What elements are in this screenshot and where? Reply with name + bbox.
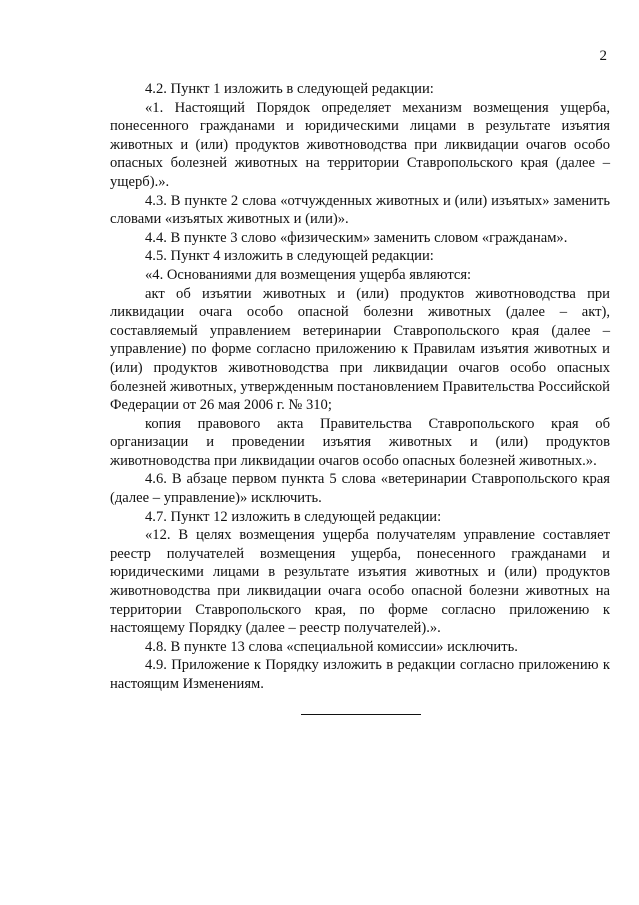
paragraph-4-7: 4.7. Пункт 12 изложить в следующей редакции:: [145, 508, 442, 525]
paragraph-copy: копия правового акта Правительства Ставропольского края об организации и проведении изъятия животных и (или) продуктов животноводства при ликвидации очагов особо опасных болезней животных.».: [110, 415, 610, 469]
paragraph-quote-4: «4. Основаниями для возмещения ущерба являются:: [145, 266, 472, 283]
document-body: [110, 80, 610, 694]
paragraph-quote-12: «12. В целях возмещения ущерба получателям управление составляет реестр получателей возмещения ущерба, понесенного гражданами и юридическими лицами в результате изъятия животных и (или) продуктов животноводства при ликвидации очага особо опасной болезни животных на территории Ставропольского края, по форме согласно приложению к настоящему Порядку (далее – реестр получателей).».: [110, 527, 610, 637]
paragraph-4-9: 4.9. Приложение к Порядку изложить в редакции согласно приложению к настоящим Изменениям.: [110, 657, 610, 692]
page-number: 2: [599, 48, 607, 64]
paragraph-quote-1: «1. Настоящий Порядок определяет механизм возмещения ущерба, понесенного гражданами и юридическими лицами в результате изъятия животных и (или) продуктов животноводства при ликвидации очагов особо опасных болезней животных на территории Ставропольского края (далее – ущерб).».: [110, 99, 610, 190]
paragraph-act: акт об изъятии животных и (или) продуктов животноводства при ликвидации очага особо опасной болезни животных (далее – акт), составляемый управлением ветеринарии Ставропольского края (далее – управление) по форме согласно приложению к Правилам изъятия животных и (или) продуктов животноводства при ликвидации очагов особо опасных болезней животных, утвержденным постановлением Правительства Российской Федерации от 26 мая 2006 г. № 310;: [110, 285, 610, 414]
closing-separator-line: [301, 714, 421, 715]
paragraph-4-4: 4.4. В пункте 3 слово «физическим» заменить словом «гражданам».: [145, 229, 568, 246]
paragraph-4-8: 4.8. В пункте 13 слова «специальной комиссии» исключить.: [145, 638, 518, 655]
paragraph-4-2: 4.2. Пункт 1 изложить в следующей редакции:: [145, 81, 434, 97]
paragraph-4-5: 4.5. Пункт 4 изложить в следующей редакции:: [145, 248, 434, 265]
paragraph-4-3: 4.3. В пункте 2 слова «отчужденных животных и (или) изъятых» заменить словами «изъятых животных и (или)».: [110, 192, 610, 228]
paragraph-4-6: 4.6. В абзаце первом пункта 5 слова «ветеринарии Ставропольского края (далее – управление)» исключить.: [110, 471, 610, 507]
